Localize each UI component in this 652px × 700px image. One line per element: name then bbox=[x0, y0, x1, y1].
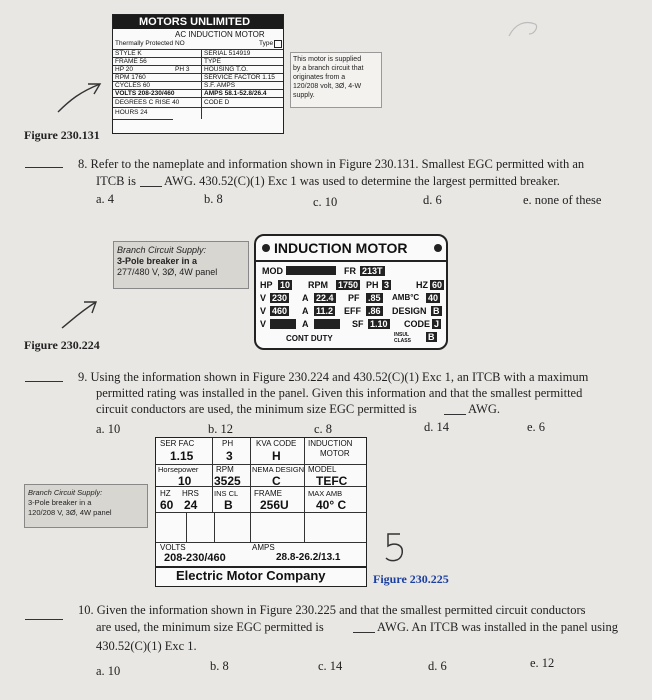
nema-design-value: C bbox=[272, 474, 281, 488]
mod-black-bar bbox=[286, 266, 336, 275]
ser-fac-value: 1.15 bbox=[170, 449, 194, 463]
q10-line2a: are used, the minimum size EGC permitted is bbox=[96, 620, 324, 634]
insul-class-value: B bbox=[428, 332, 435, 342]
insul-class-label: INSUL CLASS bbox=[394, 332, 411, 344]
handwritten-arrow-icon bbox=[56, 296, 106, 332]
figure-label-230-131: Figure 230.131 bbox=[24, 128, 100, 142]
type-label: Type bbox=[259, 40, 274, 47]
frame: FRAME 56 bbox=[115, 58, 147, 65]
model-value: TEFC bbox=[316, 474, 348, 488]
nema-design-label: NEMA DESIGN bbox=[252, 465, 305, 474]
q8-line2a: ITCB is bbox=[96, 174, 136, 188]
hp-value: 10 bbox=[280, 280, 291, 290]
q9-option-d[interactable]: d. 14 bbox=[424, 420, 449, 434]
phase: PH 3 bbox=[175, 66, 190, 73]
q8-option-e[interactable]: e. none of these bbox=[523, 193, 602, 207]
fr-label: FR bbox=[344, 266, 356, 276]
volts-3-blank bbox=[270, 319, 296, 329]
q10-option-b[interactable]: b. 8 bbox=[210, 659, 229, 673]
mod-label: MOD bbox=[262, 266, 283, 276]
q10-line3: 430.52(C)(1) Exc 1. bbox=[96, 639, 197, 653]
answer-blank-q9[interactable] bbox=[25, 381, 63, 382]
nameplate-230-131 bbox=[112, 14, 284, 134]
horsepower-value: 10 bbox=[178, 474, 192, 488]
pf-label: PF bbox=[348, 293, 360, 303]
rpm-label: RPM bbox=[216, 465, 234, 474]
v-label-1: V bbox=[260, 293, 267, 303]
q8-option-c[interactable]: c. 10 bbox=[313, 195, 338, 209]
hz-label: HZ bbox=[160, 489, 171, 498]
type-checkbox bbox=[274, 40, 282, 48]
hours: HOURS 24 bbox=[115, 109, 148, 116]
figure-label-230-225: Figure 230.225 bbox=[373, 572, 449, 586]
q10-option-c[interactable]: c. 14 bbox=[318, 659, 343, 673]
horsepower-label: Horsepower bbox=[158, 465, 199, 474]
title-dot-left bbox=[262, 244, 270, 252]
v-label-2: V bbox=[260, 306, 267, 316]
motor-label: MOTOR bbox=[320, 449, 350, 458]
a-label-1: A bbox=[302, 293, 309, 303]
q10-line1: 10. Given the information shown in Figure 230.225 and that the smallest permitted circuit conductors bbox=[78, 603, 586, 617]
ins-cl-value: B bbox=[224, 498, 233, 512]
q10-option-d[interactable]: d. 6 bbox=[428, 659, 447, 673]
brand-name: Electric Motor Company bbox=[176, 568, 326, 583]
frame-value: 256U bbox=[260, 498, 289, 512]
eff-label: EFF bbox=[344, 306, 361, 316]
q10-option-e[interactable]: e. 12 bbox=[530, 656, 555, 670]
rpm-value: 1750 bbox=[338, 280, 359, 290]
volts-2: 460 bbox=[272, 306, 288, 316]
amps: AMPS 58.1-52.8/26.4 bbox=[204, 90, 267, 97]
hp-label: HP bbox=[260, 280, 273, 290]
ph-label: PH bbox=[222, 439, 234, 448]
rpm-label: RPM bbox=[308, 280, 328, 290]
answer-blank-q8[interactable] bbox=[25, 167, 63, 168]
q9-option-e[interactable]: e. 6 bbox=[527, 420, 546, 434]
amps-1: 22.4 bbox=[316, 293, 334, 303]
inline-blank-q9[interactable] bbox=[444, 414, 466, 415]
serial: SERIAL 514919 bbox=[204, 50, 251, 57]
answer-blank-q10[interactable] bbox=[25, 619, 63, 620]
eff-value: .86 bbox=[368, 306, 381, 316]
amb-value: 40 bbox=[428, 293, 439, 303]
inline-blank-q8[interactable] bbox=[140, 186, 162, 187]
hz-value: 60 bbox=[432, 280, 443, 290]
housing: HOUSING T.O. bbox=[204, 66, 248, 73]
ser-fac-label: SER FAC bbox=[160, 439, 195, 448]
design-label: DESIGN bbox=[392, 306, 427, 316]
title-dot-right bbox=[434, 244, 442, 252]
q9-line3b: AWG. bbox=[468, 402, 500, 416]
kva-code-label: KVA CODE bbox=[256, 439, 297, 448]
code: CODE D bbox=[204, 99, 230, 106]
hrs-label: HRS bbox=[182, 489, 199, 498]
nameplate-230-224 bbox=[254, 234, 448, 350]
ph-value: 3 bbox=[226, 449, 233, 463]
q8-option-a[interactable]: a. 4 bbox=[96, 192, 115, 206]
pencil-scribble-icon bbox=[505, 14, 545, 44]
degrees-rise: DEGREES C RISE 40 bbox=[115, 99, 180, 106]
figure-label-230-224: Figure 230.224 bbox=[24, 338, 100, 352]
q9-line1: 9. Using the information shown in Figure 230.224 and 430.52(C)(1) Exc 1, an ITCB with a maximum bbox=[78, 370, 589, 384]
handwritten-5-mark-icon bbox=[380, 528, 410, 568]
hz-value: 60 bbox=[160, 498, 174, 512]
q10-line2b: AWG. An ITCB was installed in the panel using bbox=[377, 620, 618, 634]
ph-label: PH bbox=[366, 280, 379, 290]
code-value: J bbox=[434, 319, 440, 329]
q8-option-d[interactable]: d. 6 bbox=[423, 193, 442, 207]
code-label: CODE bbox=[404, 319, 431, 329]
amps-label: AMPS bbox=[252, 543, 275, 552]
q9-line3a: circuit conductors are used, the minimum size EGC permitted is bbox=[96, 402, 417, 416]
a-label-3: A bbox=[302, 319, 309, 329]
volts-value: 208-230/460 bbox=[164, 552, 226, 564]
induction-motor-title: INDUCTION MOTOR bbox=[274, 240, 408, 256]
amb-label: AMB°C bbox=[392, 293, 420, 302]
frame-label: FRAME bbox=[254, 489, 282, 498]
volts-1: 230 bbox=[272, 293, 288, 303]
q8-line1: 8. Refer to the nameplate and information shown in Figure 230.131. Smallest EGC permitted with an bbox=[78, 157, 585, 171]
inline-blank-q10[interactable] bbox=[353, 632, 375, 633]
handwritten-arrow-icon bbox=[50, 78, 110, 118]
service-factor: SERVICE FACTOR 1.15 bbox=[204, 74, 275, 81]
max-amb-label: MAX AMB bbox=[308, 489, 343, 498]
design-value: B bbox=[433, 306, 440, 316]
supply-box-230-225: Branch Circuit Supply: 3-Pole breaker in a 120/208 V, 3Ø, 4W panel bbox=[24, 484, 148, 528]
amps-2: 11.2 bbox=[316, 306, 334, 316]
fr-value: 213T bbox=[362, 266, 383, 276]
kva-code-value: H bbox=[272, 449, 281, 463]
hz-label: HZ bbox=[416, 280, 428, 290]
q9-line2: permitted rating was installed in the panel. Given this information and that the smallest permitted bbox=[96, 386, 583, 400]
q9-option-b[interactable]: b. 12 bbox=[208, 422, 233, 436]
max-amb-value: 40° C bbox=[316, 498, 347, 512]
v-label-3: V bbox=[260, 319, 267, 329]
q10-option-a[interactable]: a. 10 bbox=[96, 664, 121, 678]
cycles: CYCLES 60 bbox=[115, 82, 151, 89]
q8-option-b[interactable]: b. 8 bbox=[204, 192, 223, 206]
nameplate-title: MOTORS UNLIMITED bbox=[139, 16, 251, 28]
supply-note-230-131: This motor is supplied by a branch circuit that originates from a 120/208 volt, 3Ø, 4-W supply. bbox=[290, 52, 382, 108]
q9-option-c[interactable]: c. 8 bbox=[314, 422, 333, 436]
pf-value: .85 bbox=[368, 293, 381, 303]
sf-amps: S.F. AMPS bbox=[204, 82, 236, 89]
amps-value: 28.8-26.2/13.1 bbox=[276, 552, 341, 563]
amps-3-blank bbox=[314, 319, 340, 329]
ph-value: 3 bbox=[384, 280, 390, 290]
ins-cl-label: INS CL bbox=[214, 489, 239, 498]
sf-label: SF bbox=[352, 319, 364, 329]
q9-option-a[interactable]: a. 10 bbox=[96, 422, 121, 436]
a-label-2: A bbox=[302, 306, 309, 316]
volts-label: VOLTS bbox=[160, 543, 186, 552]
hp: HP 20 bbox=[115, 66, 133, 73]
nameplate-subtitle: AC INDUCTION MOTOR bbox=[175, 30, 265, 39]
volts: VOLTS 208-230/460 bbox=[115, 90, 175, 97]
model-label: MODEL bbox=[308, 465, 337, 474]
cont-duty: CONT DUTY bbox=[286, 334, 333, 343]
rpm: RPM 1760 bbox=[115, 74, 146, 81]
type2: TYPE bbox=[204, 58, 221, 65]
sf-value: 1.10 bbox=[370, 319, 388, 329]
nameplate-230-225 bbox=[155, 437, 367, 587]
hrs-value: 24 bbox=[184, 498, 198, 512]
thermally-protected: Thermally Protected NO bbox=[115, 40, 185, 47]
q8-line2b: AWG. 430.52(C)(1) Exc 1 was used to determine the largest permitted breaker. bbox=[164, 174, 560, 188]
supply-box-230-224: Branch Circuit Supply: 3-Pole breaker in a 277/480 V, 3Ø, 4W panel bbox=[113, 241, 249, 289]
style: STYLE K bbox=[115, 50, 142, 57]
induction-label: INDUCTION bbox=[308, 439, 353, 448]
rpm-value: 3525 bbox=[214, 474, 241, 488]
